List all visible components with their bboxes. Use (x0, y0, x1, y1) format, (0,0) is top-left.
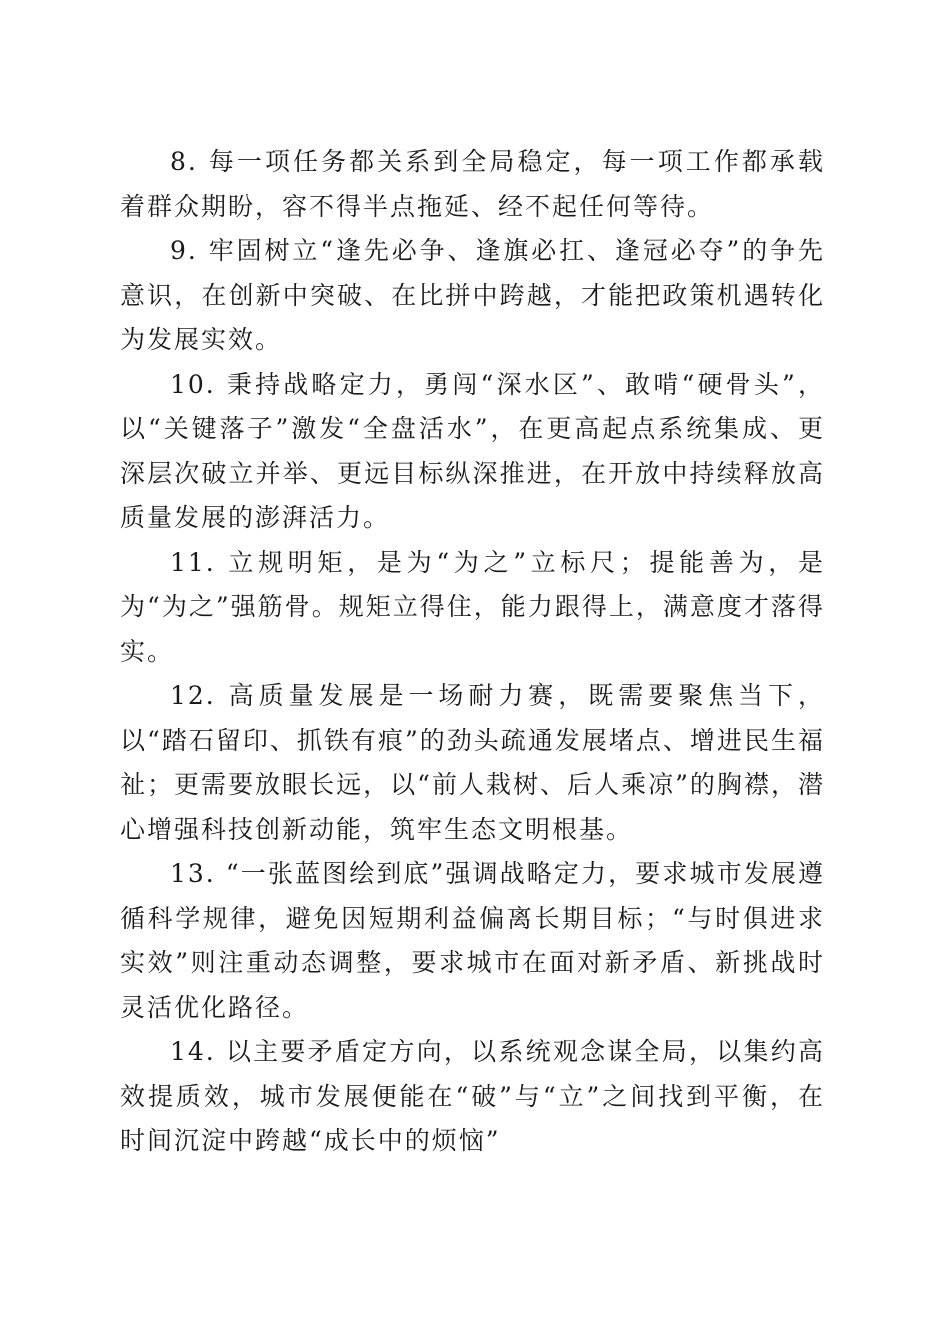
paragraph-11: 11. 立规明矩，是为“为之”立标尺；提能善为，是为“为之”强筋骨。规矩立得住，能力跟得上，满意度才落得实。 (120, 547, 825, 666)
paragraph-10: 10. 秉持战略定力，勇闯“深水区”、敢啃“硬骨头”，以“关键落子”激发“全盘活水”，在更高起点系统集成、更深层次破立并举、更远目标纵深推进，在开放中持续释放高质量发展的澎湃活力。 (120, 369, 825, 532)
paragraph-8: 8. 每一项任务都关系到全局稳定，每一项工作都承载着群众期盼，容不得半点拖延、经不起任何等待。 (120, 147, 825, 221)
paragraph-9: 9. 牢固树立“逢先必争、逢旗必扛、逢冠必夺”的争先意识，在创新中突破、在比拼中跨越，才能把政策机遇转化为发展实效。 (120, 236, 825, 354)
paragraph-13: 13. “一张蓝图绘到底”强调战略定力，要求城市发展遵循科学规律，避免因短期利益偏离长期目标；“与时俱进求实效”则注重动态调整，要求城市在面对新矛盾、新挑战时灵活优化路径。 (120, 859, 825, 1022)
document-body (120, 140, 825, 1164)
paragraph-12: 12. 高质量发展是一场耐力赛，既需要聚焦当下，以“踏石留印、抓铁有痕”的劲头疏通发展堵点、增进民生福祉；更需要放眼长远，以“前人栽树、后人乘凉”的胸襟，潜心增强科技创新动能，筑牢生态文明根基。 (120, 681, 825, 844)
paragraph-14: 14. 以主要矛盾定方向，以系统观念谋全局，以集约高效提质效，城市发展便能在“破”与“立”之间找到平衡，在时间沉淀中跨越“成长中的烦恼” (120, 1037, 825, 1155)
